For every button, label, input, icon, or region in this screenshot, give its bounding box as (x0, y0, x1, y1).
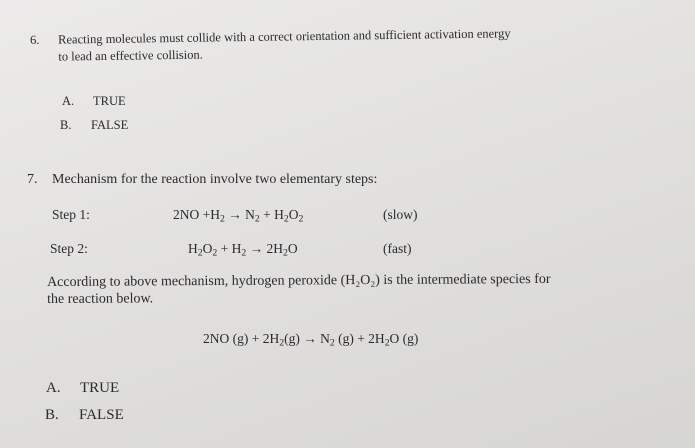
option-text: FALSE (91, 118, 129, 132)
question-7-number: 7. (27, 172, 38, 187)
step-1-equation: $2NO +H_2 \to N_2 + H_2O_2$ (173, 207, 304, 225)
question-6-line-1: Reacting molecules must collide with a correct orientation and sufficient activation energy (57, 26, 511, 47)
question-7-option-b[interactable] (45, 407, 124, 424)
question-6-line-2: to lead an effective collision. (58, 47, 203, 64)
question-7-intro: Mechanism for the reaction involve two elementary steps: (52, 172, 378, 187)
option-letter: A. (46, 380, 61, 396)
option-text: TRUE (93, 94, 126, 108)
overall-reaction-equation: 2NO $(g) + 2H_2(g) \to N_2$ $(g) + 2H_2O$ (g) (203, 331, 419, 349)
option-text: FALSE (79, 407, 124, 423)
step-2-rate: (fast) (383, 241, 412, 256)
question-6-option-b[interactable] (60, 118, 129, 133)
option-letter: B. (45, 407, 59, 423)
statement-line-2: the reaction below. (47, 291, 154, 307)
question-6 (30, 26, 511, 64)
option-text: TRUE (80, 380, 120, 396)
question-6-number: 6. (30, 32, 40, 47)
question-6-option-a[interactable] (62, 94, 126, 109)
question-7-statement (47, 272, 551, 308)
step-2-label: Step 2: (50, 241, 88, 256)
step-1-rate: (slow) (383, 207, 418, 222)
question-7 (27, 172, 378, 188)
statement-line-1: According to above mechanism, hydrogen peroxide (H₂O₂) is the intermediate species for (47, 271, 551, 290)
step-2-equation: $H_2O_2 + H_2 \to 2H_2O$ (188, 241, 298, 259)
option-letter: A. (62, 94, 75, 108)
option-letter: B. (60, 118, 72, 132)
question-7-option-a[interactable] (46, 380, 120, 397)
step-1-label: Step 1: (52, 207, 90, 222)
